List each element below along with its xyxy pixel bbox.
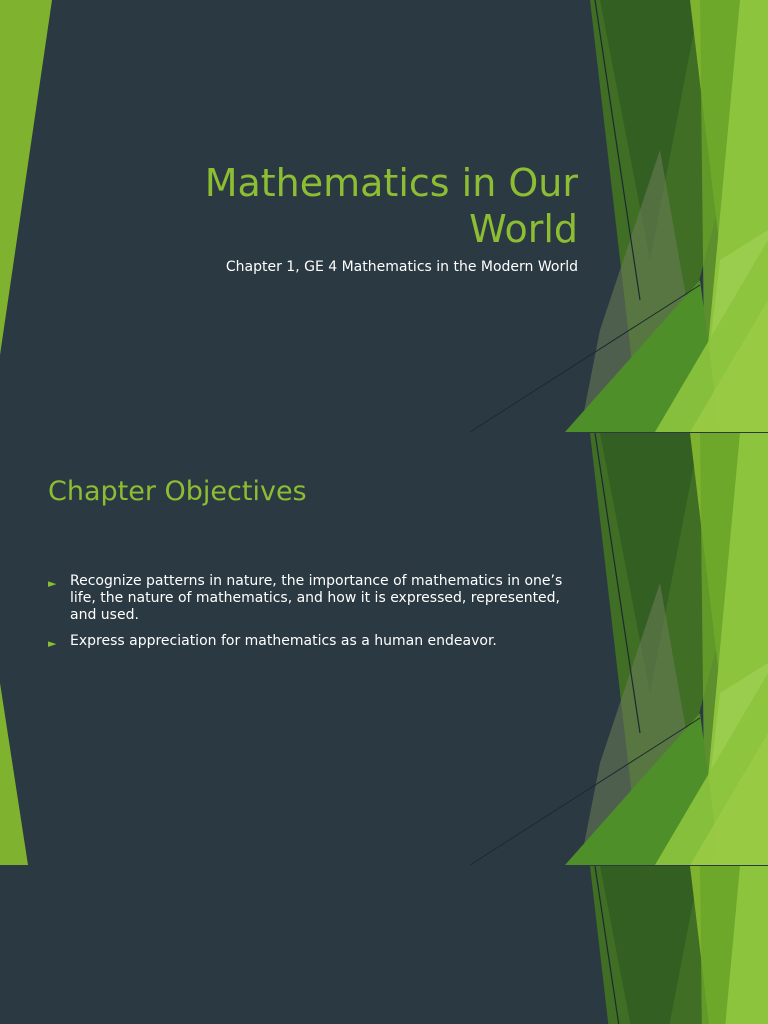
- list-item-text: Recognize patterns in nature, the importance of mathematics in one’s life, the nature of mathematics, and how it is expressed, represented, and used.: [70, 573, 563, 623]
- list-item: [48, 573, 588, 624]
- section-heading: Chapter Objectives: [48, 476, 307, 507]
- slide-subtitle: Chapter 1, GE 4 Mathematics in the Modern World: [225, 259, 578, 275]
- title-slide: [0, 0, 768, 432]
- slide-title-line1: Mathematics in Our: [204, 161, 578, 205]
- triangle-right-icon: ►: [48, 577, 57, 590]
- slide-title: [98, 160, 578, 252]
- green-facets-decoration: [0, 866, 768, 1024]
- triangle-right-icon: ►: [48, 637, 57, 650]
- list-item: [48, 633, 588, 650]
- objectives-slide: [0, 433, 768, 865]
- next-slide-partial: [0, 866, 768, 1024]
- slide-title-line2: World: [469, 207, 578, 251]
- objectives-list: [48, 573, 588, 659]
- list-item-text: Express appreciation for mathematics as a human endeavor.: [70, 633, 497, 649]
